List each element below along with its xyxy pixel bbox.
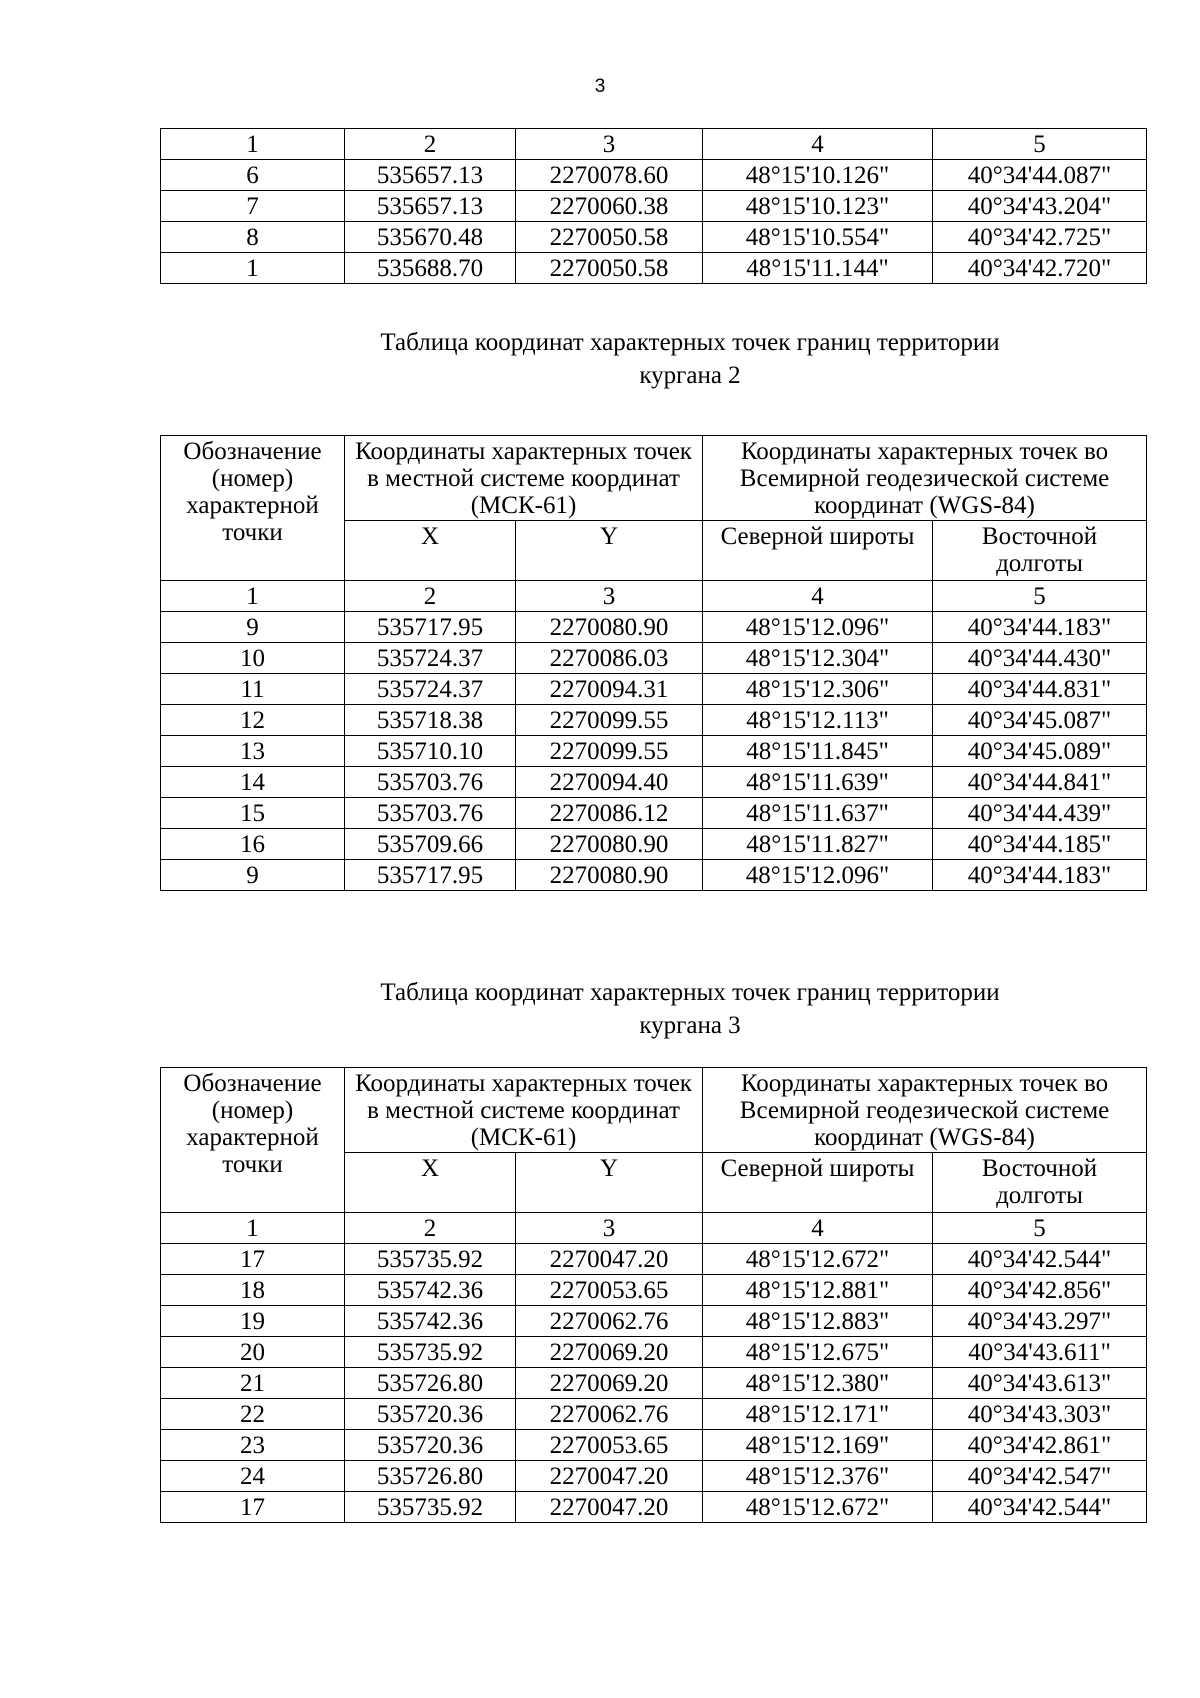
header-longitude: Восточной долготы — [933, 521, 1147, 581]
table-row — [161, 1430, 1147, 1461]
table-cell: 2270047.20 — [516, 1244, 703, 1275]
table-cell: 2270086.12 — [516, 798, 703, 829]
table-cell: 12 — [161, 705, 345, 736]
caption-line: Таблица координат характерных точек границ территории — [380, 329, 1000, 356]
table-cell: 5 — [933, 581, 1147, 612]
table-cell: 40°34'43.297" — [933, 1306, 1147, 1337]
table-cell: 48°15'12.304" — [703, 643, 933, 674]
page-number: 3 — [594, 76, 606, 97]
table-cell: 17 — [161, 1492, 345, 1523]
table-row — [161, 1461, 1147, 1492]
table-row — [161, 612, 1147, 643]
caption-line: кургана 3 — [639, 1012, 741, 1039]
table-cell: 4 — [703, 129, 933, 160]
table-row — [161, 1306, 1147, 1337]
table-caption-kurgan-2 — [160, 326, 1200, 392]
table-cell: 5 — [933, 1213, 1147, 1244]
table-cell: 2270050.58 — [516, 222, 703, 253]
table-cell: 2 — [345, 581, 516, 612]
table-cell: 48°15'11.639" — [703, 767, 933, 798]
table-cell: 2270062.76 — [516, 1306, 703, 1337]
table-cell: 20 — [161, 1337, 345, 1368]
table-caption-kurgan-3 — [160, 976, 1200, 1042]
table-cell: 19 — [161, 1306, 345, 1337]
table-cell: 16 — [161, 829, 345, 860]
table-cell: 3 — [516, 129, 703, 160]
table-cell: 535726.80 — [345, 1368, 516, 1399]
table-cell: 2270053.65 — [516, 1430, 703, 1461]
table-cell: 48°15'12.376" — [703, 1461, 933, 1492]
table-cell: 48°15'11.845" — [703, 736, 933, 767]
table-cell: 9 — [161, 612, 345, 643]
caption-line: кургана 2 — [639, 362, 741, 389]
coordinates-table-kurgan-2 — [160, 435, 1147, 891]
table-cell: 48°15'12.113" — [703, 705, 933, 736]
table-cell: 48°15'10.123" — [703, 191, 933, 222]
table-cell: 48°15'12.096" — [703, 860, 933, 891]
table-cell: 40°34'44.841" — [933, 767, 1147, 798]
table-cell: 40°34'44.831" — [933, 674, 1147, 705]
table-numbering-row — [161, 1213, 1147, 1244]
table-cell: 2270080.90 — [516, 860, 703, 891]
table-cell: 2270060.38 — [516, 191, 703, 222]
table-cell: 535720.36 — [345, 1430, 516, 1461]
table-row — [161, 860, 1147, 891]
caption-line: Таблица координат характерных точек границ территории — [380, 979, 1000, 1006]
table-cell: 11 — [161, 674, 345, 705]
table-cell: 535717.95 — [345, 612, 516, 643]
table-cell: 48°15'12.380" — [703, 1368, 933, 1399]
table-cell: 15 — [161, 798, 345, 829]
table-cell: 2270094.31 — [516, 674, 703, 705]
table-cell: 2270050.58 — [516, 253, 703, 284]
table-cell: 535670.48 — [345, 222, 516, 253]
table-cell: 535726.80 — [345, 1461, 516, 1492]
table-cell: 40°34'45.089" — [933, 736, 1147, 767]
header-local-coordinates: Координаты характерных точек в местной системе координат (МСК-61) — [345, 436, 703, 521]
table-cell: 2 — [345, 1213, 516, 1244]
table-cell: 7 — [161, 191, 345, 222]
header-point-designation: Обозначение (номер) характерной точки — [161, 1068, 345, 1213]
table-cell: 40°34'44.439" — [933, 798, 1147, 829]
table-row — [161, 767, 1147, 798]
table-cell: 40°34'43.303" — [933, 1399, 1147, 1430]
header-latitude: Северной широты — [703, 521, 933, 581]
table-cell: 8 — [161, 222, 345, 253]
table-cell: 40°34'43.611" — [933, 1337, 1147, 1368]
table-cell: 40°34'44.183" — [933, 860, 1147, 891]
header-wgs-coordinates: Координаты характерных точек во Всемирной геодезической системе координат (WGS-84) — [703, 1068, 1147, 1153]
table-header-row — [161, 1068, 1147, 1153]
header-y: Y — [516, 1153, 703, 1213]
table-cell: 13 — [161, 736, 345, 767]
table-cell: 4 — [703, 1213, 933, 1244]
table-cell: 2270099.55 — [516, 705, 703, 736]
table-cell: 48°15'10.554" — [703, 222, 933, 253]
table-cell: 3 — [516, 1213, 703, 1244]
table-cell: 1 — [161, 581, 345, 612]
coordinates-table-kurgan-3 — [160, 1067, 1147, 1523]
table-cell: 24 — [161, 1461, 345, 1492]
table-cell: 21 — [161, 1368, 345, 1399]
table-row — [161, 674, 1147, 705]
coordinates-table-continuation — [160, 128, 1147, 284]
table-cell: 535718.38 — [345, 705, 516, 736]
table-cell: 48°15'12.881" — [703, 1275, 933, 1306]
table-row — [161, 1492, 1147, 1523]
table-cell: 2270094.40 — [516, 767, 703, 798]
header-point-designation: Обозначение (номер) характерной точки — [161, 436, 345, 581]
table-cell: 2270080.90 — [516, 829, 703, 860]
table-cell: 40°34'42.861" — [933, 1430, 1147, 1461]
table-cell: 40°34'42.544" — [933, 1244, 1147, 1275]
table-row — [161, 1275, 1147, 1306]
table-row — [161, 705, 1147, 736]
table-cell: 40°34'43.204" — [933, 191, 1147, 222]
table-cell: 6 — [161, 160, 345, 191]
table-cell: 48°15'12.883" — [703, 1306, 933, 1337]
table-cell: 48°15'10.126" — [703, 160, 933, 191]
table-row — [161, 222, 1147, 253]
table-row — [161, 160, 1147, 191]
table-cell: 48°15'12.171" — [703, 1399, 933, 1430]
table-cell: 40°34'44.087" — [933, 160, 1147, 191]
table-cell: 2270053.65 — [516, 1275, 703, 1306]
table-cell: 18 — [161, 1275, 345, 1306]
table-cell: 48°15'12.169" — [703, 1430, 933, 1461]
table-cell: 40°34'42.547" — [933, 1461, 1147, 1492]
table-cell: 1 — [161, 253, 345, 284]
table-cell: 535742.36 — [345, 1306, 516, 1337]
header-wgs-coordinates: Координаты характерных точек во Всемирной геодезической системе координат (WGS-84) — [703, 436, 1147, 521]
table-cell: 5 — [933, 129, 1147, 160]
table-cell: 535710.10 — [345, 736, 516, 767]
table-row — [161, 1244, 1147, 1275]
table-cell: 17 — [161, 1244, 345, 1275]
table-cell: 9 — [161, 860, 345, 891]
table-cell: 2270047.20 — [516, 1492, 703, 1523]
header-longitude: Восточной долготы — [933, 1153, 1147, 1213]
table-cell: 2270062.76 — [516, 1399, 703, 1430]
table-cell: 10 — [161, 643, 345, 674]
table-cell: 48°15'12.096" — [703, 612, 933, 643]
table-cell: 48°15'12.672" — [703, 1244, 933, 1275]
table-cell: 535657.13 — [345, 191, 516, 222]
table-cell: 535709.66 — [345, 829, 516, 860]
table-cell: 48°15'12.306" — [703, 674, 933, 705]
table-cell: 22 — [161, 1399, 345, 1430]
header-latitude: Северной широты — [703, 1153, 933, 1213]
table-cell: 40°34'44.183" — [933, 612, 1147, 643]
table-cell: 535657.13 — [345, 160, 516, 191]
table-cell: 2270078.60 — [516, 160, 703, 191]
table-cell: 40°34'43.613" — [933, 1368, 1147, 1399]
table-cell: 535735.92 — [345, 1492, 516, 1523]
table-cell: 2270069.20 — [516, 1368, 703, 1399]
table-numbering-row — [161, 581, 1147, 612]
table-cell: 40°34'42.720" — [933, 253, 1147, 284]
table-cell: 23 — [161, 1430, 345, 1461]
table-cell: 40°34'42.725" — [933, 222, 1147, 253]
table-row — [161, 643, 1147, 674]
table-cell: 535724.37 — [345, 674, 516, 705]
table-row — [161, 1368, 1147, 1399]
table-row — [161, 191, 1147, 222]
table-cell: 2270086.03 — [516, 643, 703, 674]
table-numbering-row — [161, 129, 1147, 160]
table-cell: 2 — [345, 129, 516, 160]
table-header-row — [161, 436, 1147, 521]
table-cell: 48°15'11.637" — [703, 798, 933, 829]
table-cell: 535735.92 — [345, 1337, 516, 1368]
table-cell: 2270080.90 — [516, 612, 703, 643]
table-cell: 3 — [516, 581, 703, 612]
table-cell: 48°15'11.827" — [703, 829, 933, 860]
table-cell: 2270099.55 — [516, 736, 703, 767]
table-cell: 4 — [703, 581, 933, 612]
header-x: X — [345, 1153, 516, 1213]
table-cell: 535720.36 — [345, 1399, 516, 1430]
table-cell: 535717.95 — [345, 860, 516, 891]
table-cell: 40°34'42.544" — [933, 1492, 1147, 1523]
table-row — [161, 1399, 1147, 1430]
table-cell: 535735.92 — [345, 1244, 516, 1275]
header-x: X — [345, 521, 516, 581]
header-local-coordinates: Координаты характерных точек в местной системе координат (МСК-61) — [345, 1068, 703, 1153]
table-cell: 2270069.20 — [516, 1337, 703, 1368]
table-cell: 40°34'45.087" — [933, 705, 1147, 736]
table-cell: 48°15'12.672" — [703, 1492, 933, 1523]
table-row — [161, 736, 1147, 767]
table-cell: 535703.76 — [345, 767, 516, 798]
table-cell: 1 — [161, 1213, 345, 1244]
table-cell: 535703.76 — [345, 798, 516, 829]
table-row — [161, 253, 1147, 284]
table-cell: 535724.37 — [345, 643, 516, 674]
table-cell: 2270047.20 — [516, 1461, 703, 1492]
table-cell: 40°34'44.185" — [933, 829, 1147, 860]
table-cell: 535742.36 — [345, 1275, 516, 1306]
table-cell: 1 — [161, 129, 345, 160]
table-cell: 48°15'12.675" — [703, 1337, 933, 1368]
table-cell: 40°34'42.856" — [933, 1275, 1147, 1306]
table-cell: 40°34'44.430" — [933, 643, 1147, 674]
table-cell: 535688.70 — [345, 253, 516, 284]
table-cell: 14 — [161, 767, 345, 798]
table-row — [161, 829, 1147, 860]
table-cell: 48°15'11.144" — [703, 253, 933, 284]
header-y: Y — [516, 521, 703, 581]
table-row — [161, 1337, 1147, 1368]
table-row — [161, 798, 1147, 829]
